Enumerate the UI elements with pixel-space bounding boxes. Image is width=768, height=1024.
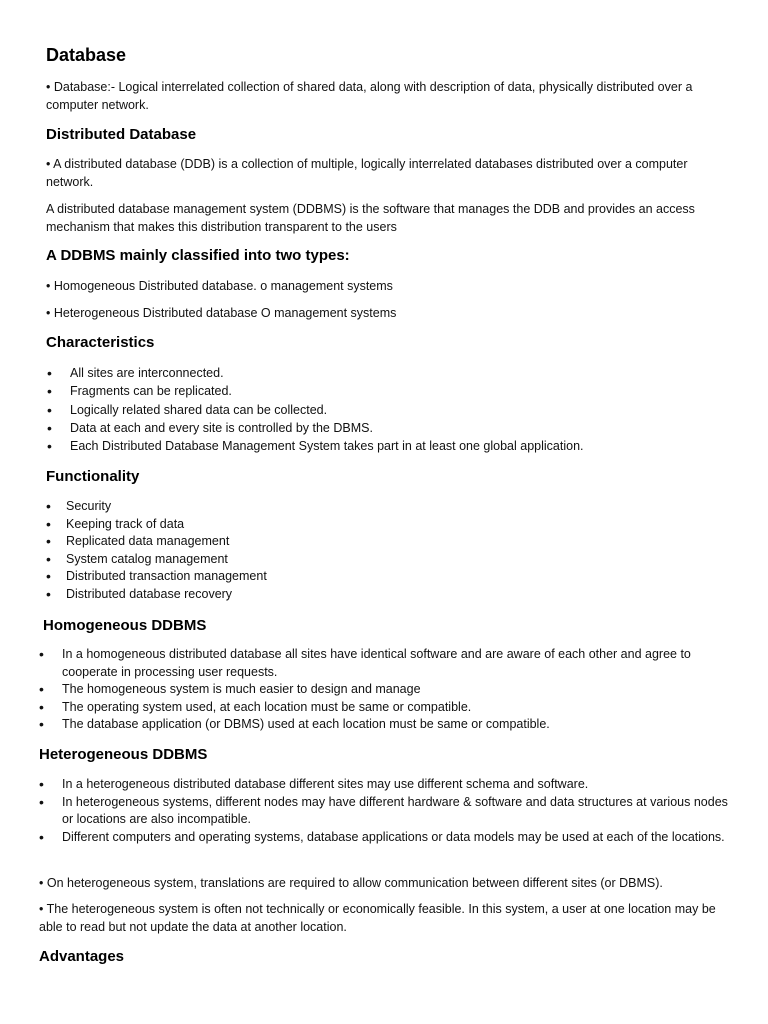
heading-ddbms-types: A DDBMS mainly classified into two types:	[46, 247, 350, 264]
heading-characteristics: Characteristics	[46, 334, 155, 351]
type-heterogeneous: • Heterogeneous Distributed database O management systems	[46, 306, 397, 320]
list-item: • In a heterogeneous distributed database different sites may use different schema and software.	[39, 776, 729, 794]
heading-heterogeneous-ddbms: Heterogeneous DDBMS	[39, 746, 208, 763]
characteristics-list	[47, 364, 584, 455]
heading-functionality: Functionality	[46, 468, 140, 485]
list-item: • The database application (or DBMS) used at each location must be same or compatible.	[39, 716, 729, 734]
list-item: • The operating system used, at each location must be same or compatible.	[39, 699, 729, 717]
ddb-definition: • A distributed database (DDB) is a collection of multiple, logically interrelated databases distributed over a computer network.	[46, 157, 688, 189]
list-item: • In a homogeneous distributed database all sites have identical software and are aware of each other and agree to cooperate in processing user requests.	[39, 646, 729, 681]
homogeneous-list	[39, 646, 729, 734]
list-item: • Logically related shared data can be collected.	[47, 401, 584, 419]
list-item: • Different computers and operating systems, database applications or data models may be used at each of the locations.	[39, 829, 729, 847]
heading-distributed-database: Distributed Database	[46, 126, 197, 143]
database-definition: • Database:- Logical interrelated collection of shared data, along with description of data, physically distributed over a computer network.	[46, 80, 693, 112]
heterogeneous-list	[39, 776, 729, 846]
list-item: • Replicated data management	[46, 533, 267, 551]
list-item: • The homogeneous system is much easier to design and manage	[39, 681, 729, 699]
ddbms-definition: A distributed database management system (DDBMS) is the software that manages the DDB and provides an access mechanism that makes this distribution transparent to the users	[46, 202, 695, 234]
translations-note: • On heterogeneous system, translations are required to allow communication between different sites (or DBMS).	[39, 876, 663, 890]
list-item: • Security	[46, 498, 267, 516]
feasibility-note: • The heterogeneous system is often not technically or economically feasible. In this system, a user at one location may be able to read but not update the data at another location.	[39, 902, 716, 934]
page-title: Database	[46, 45, 127, 65]
heading-homogeneous-ddbms: Homogeneous DDBMS	[43, 617, 207, 634]
type-homogeneous: • Homogeneous Distributed database. o management systems	[46, 279, 393, 293]
list-item: • Data at each and every site is controlled by the DBMS.	[47, 419, 584, 437]
list-item: • System catalog management	[46, 551, 267, 569]
list-item: • Keeping track of data	[46, 516, 267, 534]
heading-advantages: Advantages	[39, 948, 125, 965]
list-item: • Each Distributed Database Management System takes part in at least one global application.	[47, 437, 584, 455]
functionality-list	[46, 498, 267, 604]
list-item: • Fragments can be replicated.	[47, 382, 584, 400]
list-item: • Distributed transaction management	[46, 568, 267, 586]
list-item: • In heterogeneous systems, different nodes may have different hardware & software and data structures at various nodes or locations are also incompatible.	[39, 794, 729, 829]
list-item: • All sites are interconnected.	[47, 364, 584, 382]
list-item: • Distributed database recovery	[46, 586, 267, 604]
